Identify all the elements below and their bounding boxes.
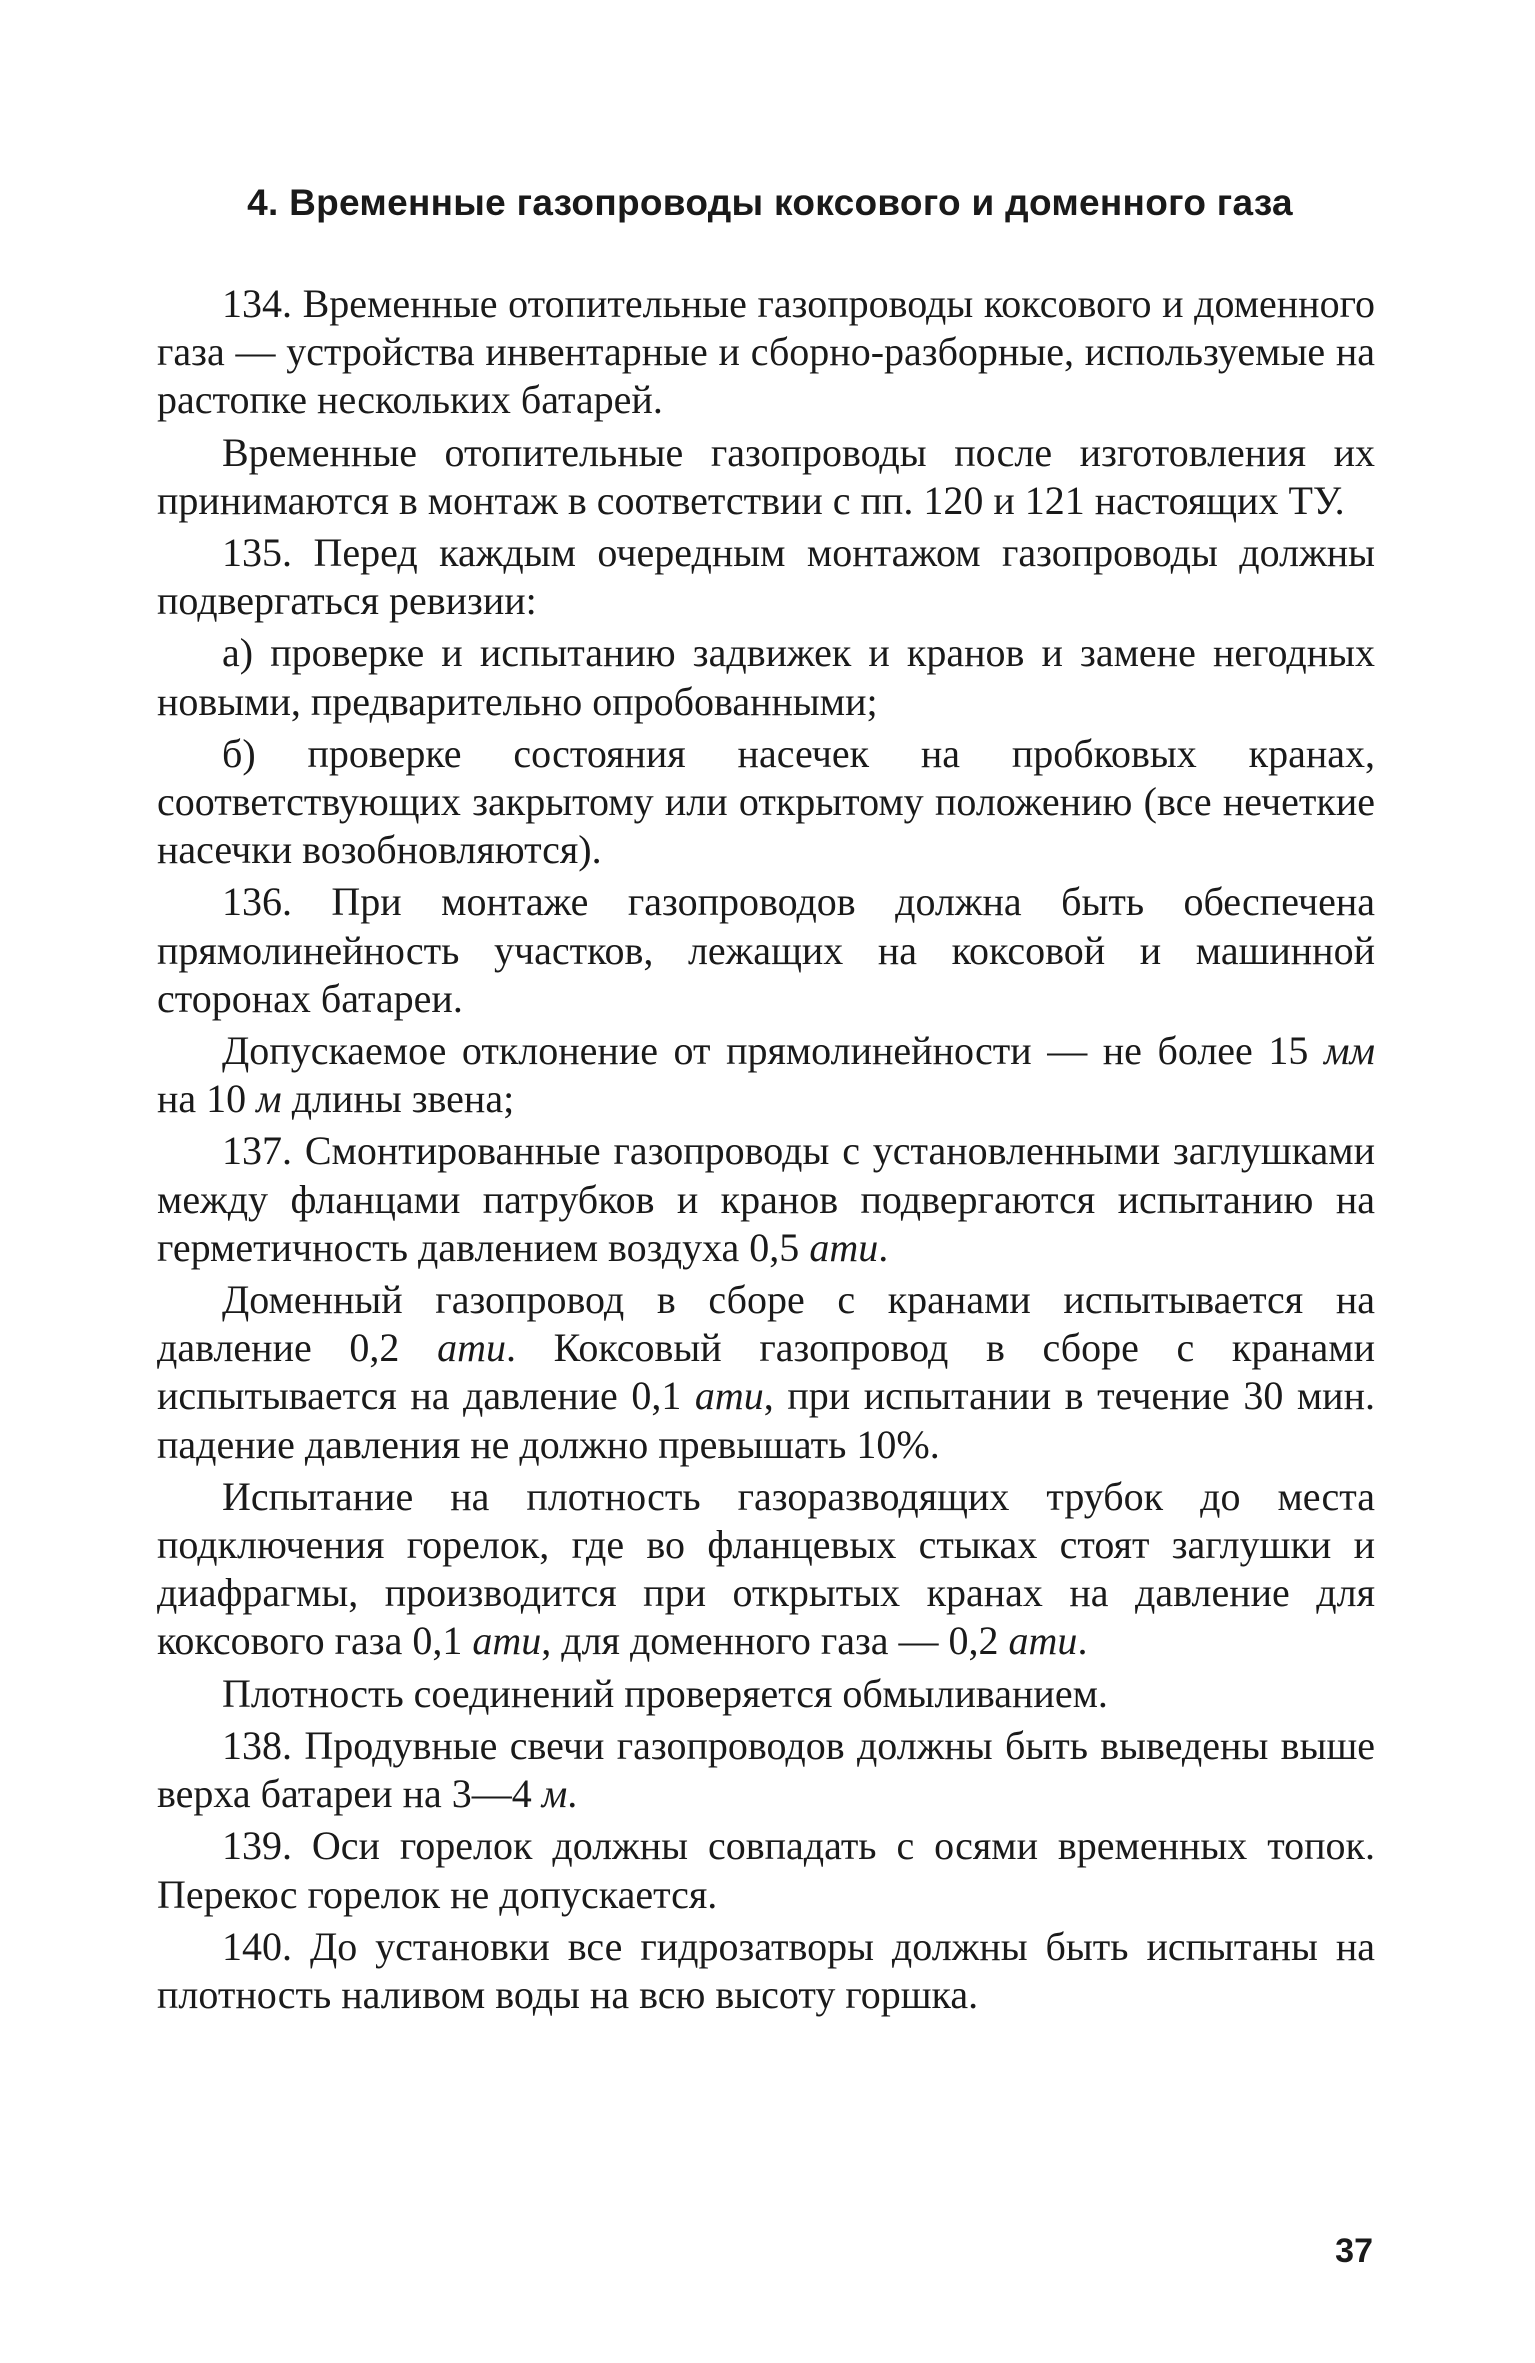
paragraph-137: 137. Смонтированные газопроводы с установленными заглушками между фланцами патрубков и кранов подвергаются испытанию на герметичность давлением воздуха 0,5 ати. [157, 1128, 1375, 1270]
section-heading: 4. Временные газопроводы коксового и доменного газа [247, 182, 1293, 223]
body-text [157, 280, 1375, 2023]
paragraph-136-tolerance: Допускаемое отклонение от прямолинейности — не более 15 мм на 10 м длины звена; [157, 1028, 1375, 1122]
paragraph-134: 134. Временные отопительные газопроводы коксового и доменного газа — устройства инвентарные и сборно-разборные, используемые на растопке нескольких батарей. [157, 281, 1375, 423]
paragraph-137-density: Испытание на плотность газоразводящих трубок до места подключения горелок, где во фланцевых стыках стоят заглушки и диафрагмы, производится при открытых кранах на давление для коксового газа 0,1 ати, для доменного газа — 0,2 ати. [157, 1473, 1375, 1664]
page-number: 37 [1335, 2232, 1373, 2270]
paragraph-137-soaping: Плотность соединений проверяется обмыливанием. [222, 1670, 1108, 1716]
paragraph-140: 140. До установки все гидрозатворы должны быть испытаны на плотность наливом воды на всю высоту горшка. [157, 1923, 1375, 2017]
paragraph-138: 138. Продувные свечи газопроводов должны быть выведены выше верха батареи на 3—4 м. [157, 1722, 1375, 1817]
paragraph-139: 139. Оси горелок должны совпадать с осями временных топок. Перекос горелок не допускается. [157, 1823, 1375, 1917]
paragraph-137-pressure: Доменный газопровод в сборе с кранами испытывается на давление 0,2 ати. Коксовый газопровод в сборе с кранами испытывается на давление 0,1 ати, при испытании в течение 30 мин. падение давления не должно превышать 10%. [157, 1277, 1375, 1467]
paragraph-134-continued: Временные отопительные газопроводы после изготовления их принимаются в монтаж в соответствии с пп. 120 и 121 настоящих ТУ. [157, 429, 1375, 523]
list-item-a: а) проверке и испытанию задвижек и кранов и замене негодных новыми, предварительно опробованными; [157, 630, 1375, 724]
paragraph-136: 136. При монтаже газопроводов должна быть обеспечена прямолинейность участков, лежащих на коксовой и машинной сторонах батареи. [157, 879, 1375, 1021]
list-item-b: б) проверке состояния насечек на пробковых кранах, соответствующих закрытому или открытому положению (все нечеткие насечки возобновляются). [157, 730, 1375, 873]
paragraph-135: 135. Перед каждым очередным монтажом газопроводы должны подвергаться ревизии: [157, 530, 1375, 624]
